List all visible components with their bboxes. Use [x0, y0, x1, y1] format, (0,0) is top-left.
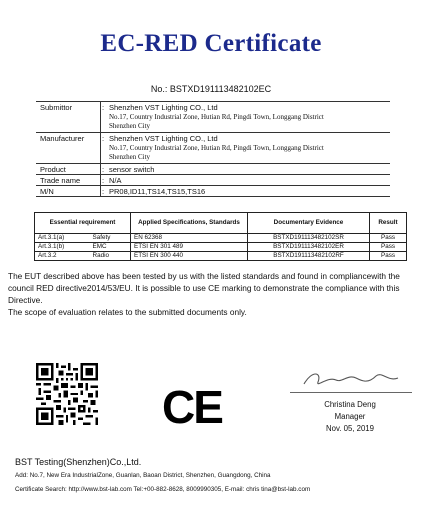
table-row	[35, 234, 407, 243]
standard-cell: EN 62368	[131, 234, 248, 243]
submitter-colon: :	[102, 103, 105, 112]
compliance-statement	[8, 270, 414, 318]
compliance-paragraph: The EUT described above has been tested by us with the listed standards and found in compliancewith the council RED directive2014/53/EU. It is possible to use CE marking to demonstrate the compliance with this Directive.	[8, 271, 400, 305]
certificate-number: No.: BSTXD191113482102EC	[150, 84, 272, 94]
article-cell: Art.3.1(a)	[35, 234, 90, 243]
info-row-border	[36, 174, 390, 175]
result-cell: Pass	[370, 234, 407, 243]
company-name: BST Testing(Shenzhen)Co.,Ltd.	[15, 457, 142, 467]
result-cell: Pass	[370, 252, 407, 261]
table-row	[35, 243, 407, 252]
evidence-cell: BSTXD191113482102ER	[248, 243, 370, 252]
result-cell: Pass	[370, 243, 407, 252]
article-cell: Art.3.2	[35, 252, 90, 261]
evidence-cell: BSTXD191113482102RF	[248, 252, 370, 261]
table-header-row	[35, 213, 407, 234]
header-result: Result	[370, 213, 407, 234]
info-divider	[100, 101, 101, 196]
category-cell: EMC	[90, 243, 131, 252]
trade-name-label: Trade name	[40, 176, 81, 185]
evidence-cell: BSTXD191113482102SR	[248, 234, 370, 243]
certificate-search: Certificate Search: http://www.bst-lab.com Tel:+00-882-8628, 8009990305, E-mail: chris tina@bst-lab.com	[15, 486, 311, 493]
submitter-city: Shenzhen City	[109, 122, 151, 130]
info-row-border	[36, 132, 390, 133]
product-label: Product	[40, 165, 66, 174]
ce-mark-icon: CE	[162, 381, 222, 433]
product-colon: :	[102, 165, 105, 174]
model-value: PR08,ID11,TS14,TS15,TS16	[109, 187, 206, 196]
trade-name-colon: :	[102, 176, 105, 185]
table-row	[35, 252, 407, 261]
info-bottom-border	[36, 196, 390, 197]
manufacturer-colon: :	[102, 134, 105, 143]
qr-code-icon	[36, 363, 98, 425]
info-row-border	[36, 185, 390, 186]
manufacturer-name: Shenzhen VST Lighting CO., Ltd	[109, 134, 218, 143]
signatory-title: Manager	[334, 412, 366, 421]
company-address: Add: No.7, New Era IndustrialZone, Guanlan, Baoan District, Shenzhen, Guangdong, China	[15, 472, 271, 479]
standard-cell: ETSI EN 301 489	[131, 243, 248, 252]
header-applied-specifications: Applied Specifications, Standards	[131, 213, 248, 234]
manufacturer-city: Shenzhen City	[109, 153, 151, 161]
header-essential-requirement: Essential requirement	[35, 213, 131, 234]
info-row-border	[36, 163, 390, 164]
model-label: M/N	[40, 187, 54, 196]
standard-cell: ETSI EN 300 440	[131, 252, 248, 261]
category-cell: Safety	[90, 234, 131, 243]
manufacturer-label: Manufacturer	[40, 134, 85, 143]
manufacturer-address: No.17, Country Industrial Zone, Hutian Rd, Pingdi Town, Longgang District	[109, 144, 324, 152]
trade-name-value: N/A	[109, 176, 122, 185]
submitter-address: No.17, Country Industrial Zone, Hutian Rd, Pingdi Town, Longgang District	[109, 113, 324, 121]
model-colon: :	[102, 187, 105, 196]
signatory-name: Christina Deng	[324, 400, 376, 409]
requirements-table	[34, 212, 407, 261]
category-cell: Radio	[90, 252, 131, 261]
info-top-border	[36, 101, 390, 102]
header-documentary-evidence: Documentary Evidence	[248, 213, 370, 234]
signature-line	[290, 392, 412, 393]
certificate-title: EC-RED Certificate	[100, 30, 322, 57]
product-value: sensor switch	[109, 165, 155, 174]
submitter-name: Shenzhen VST Lighting CO., Ltd	[109, 103, 218, 112]
scope-paragraph: The scope of evaluation relates to the submitted documents only.	[8, 307, 247, 317]
signature-icon	[298, 366, 408, 392]
submitter-label: Submittor	[40, 103, 73, 112]
signature-date: Nov. 05, 2019	[326, 424, 374, 433]
article-cell: Art.3.1(b)	[35, 243, 90, 252]
